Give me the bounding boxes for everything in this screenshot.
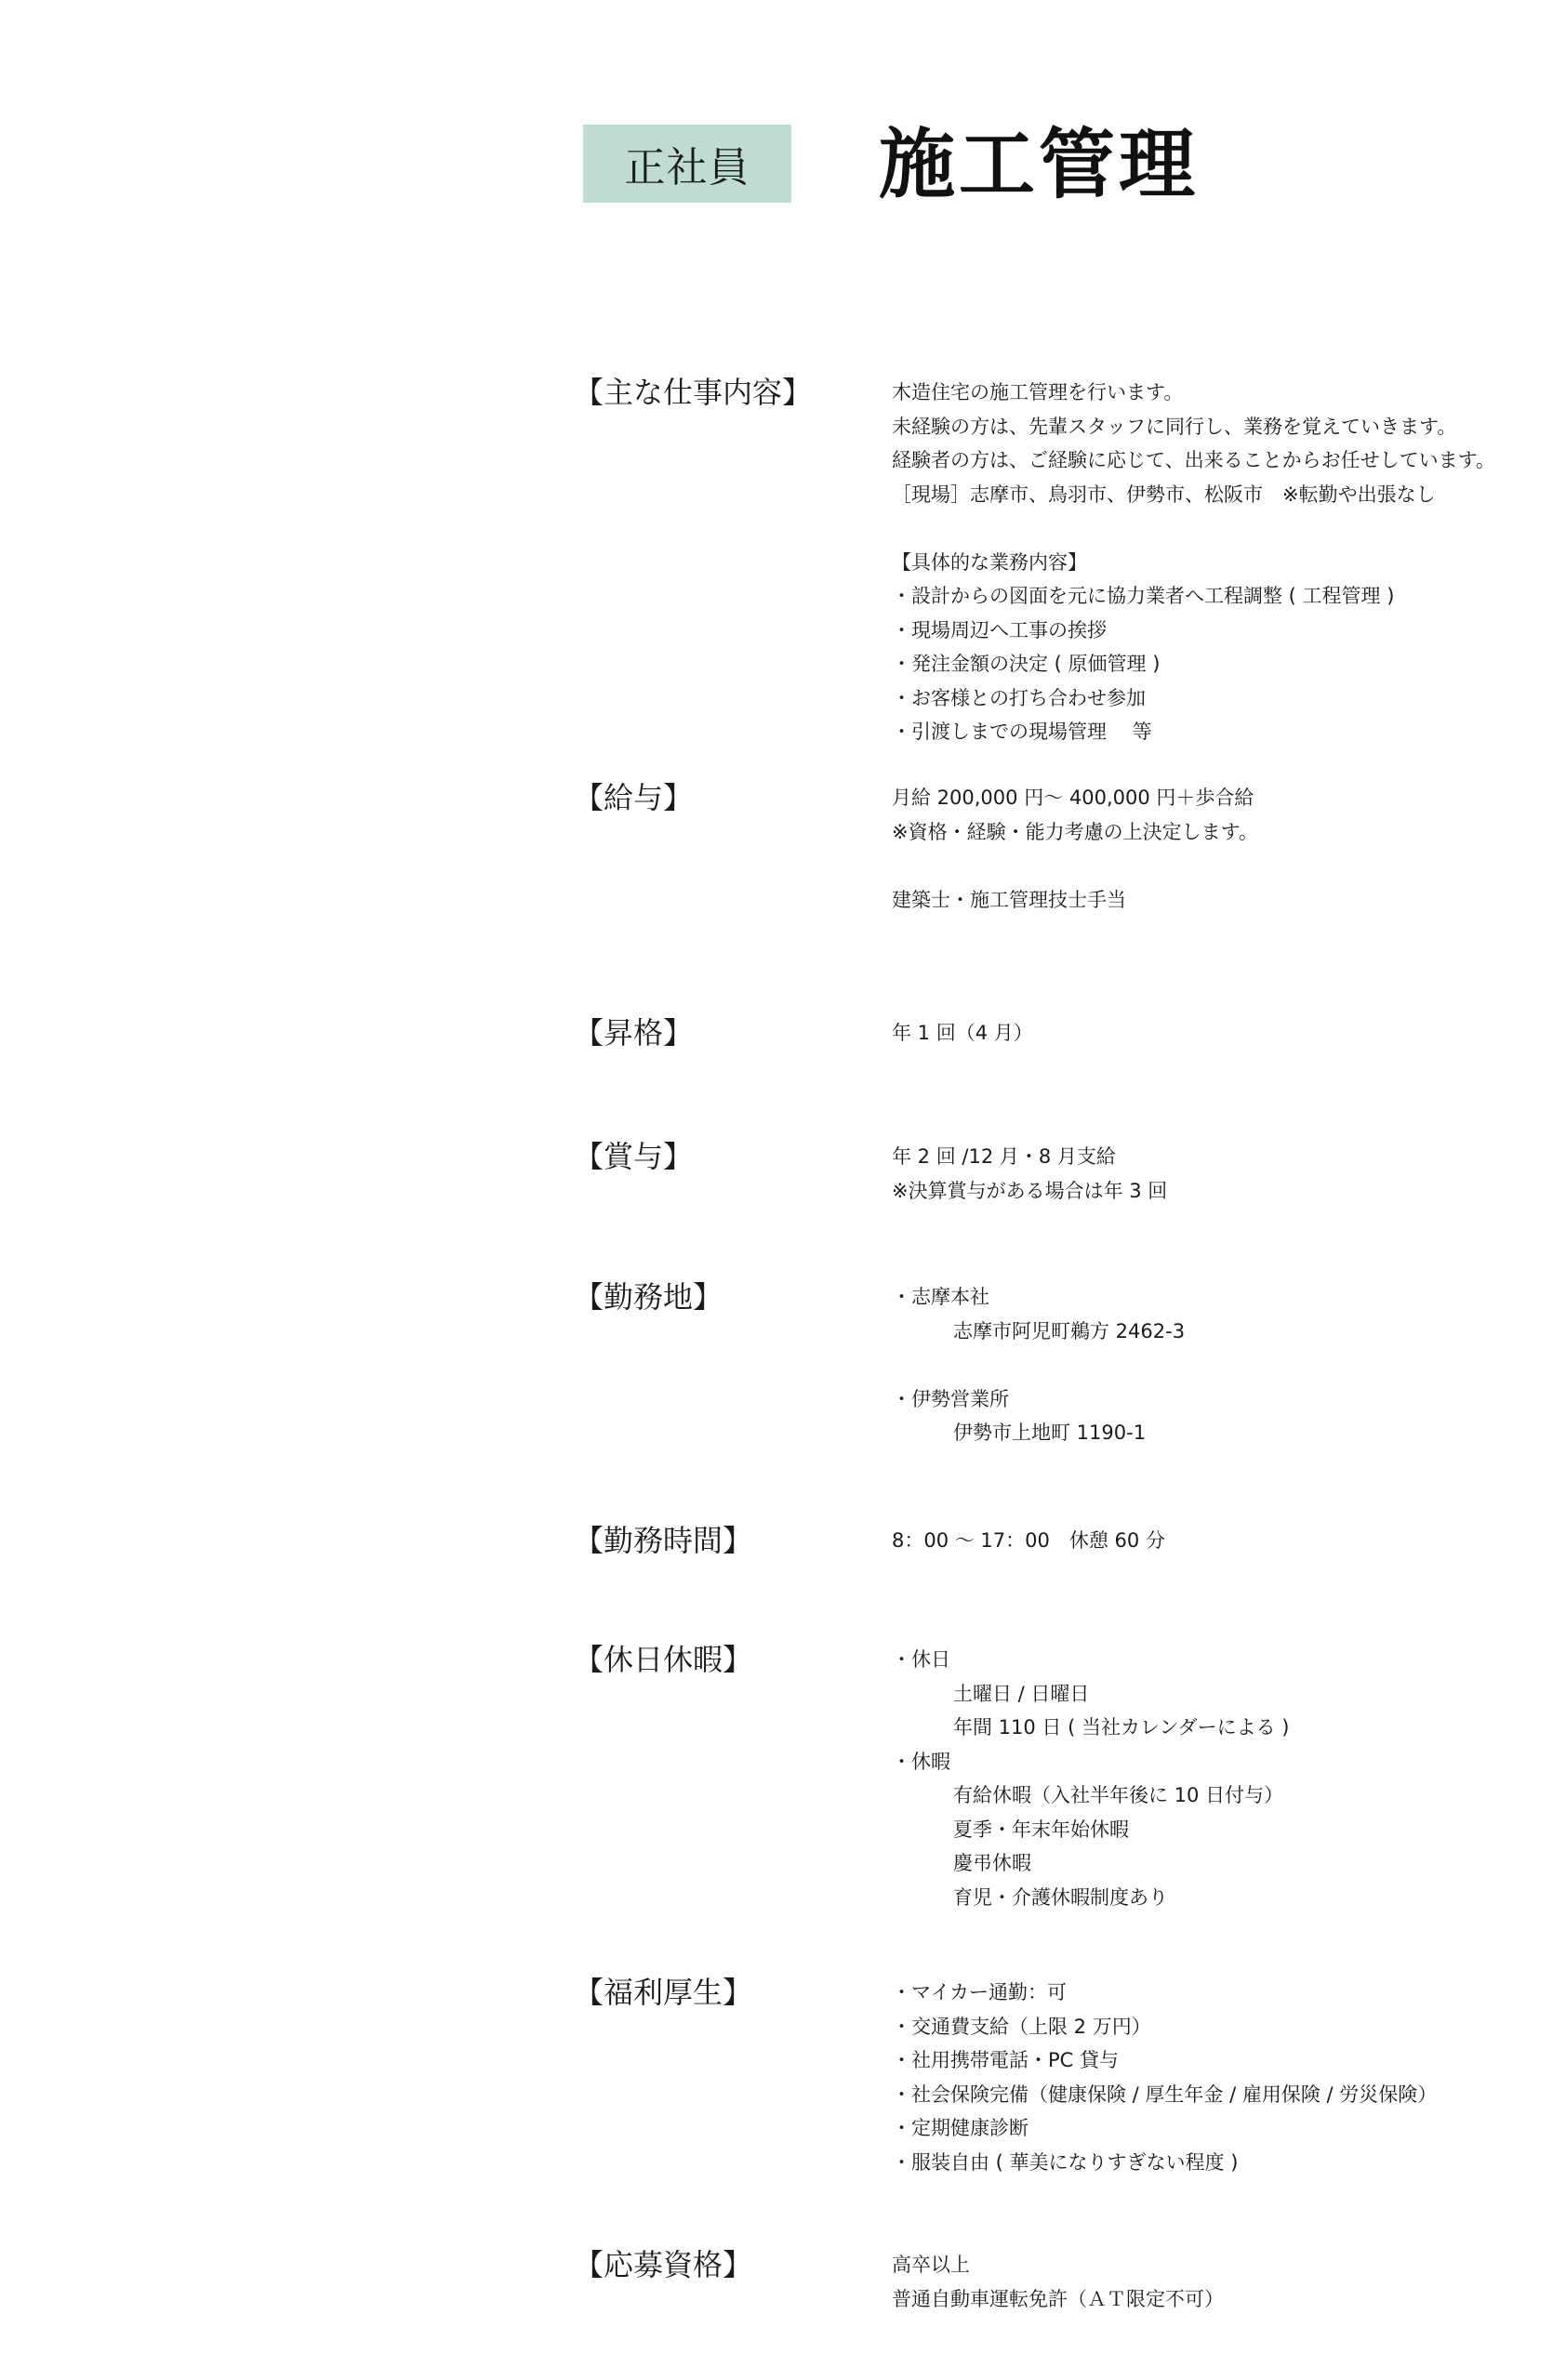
section-label: 【給与】 — [574, 780, 694, 815]
section-content — [892, 1280, 1185, 1450]
section-label: 【勤務時間】 — [574, 1523, 753, 1558]
leave-item: 慶弔休暇 — [953, 1852, 1031, 1874]
list-item: ・服装自由 ( 華美になりすぎない程度 ) — [892, 2150, 1239, 2174]
text-line: ※資格・経験・能力考慮の上決定します。 — [892, 820, 1258, 843]
list-item: ・発注金額の決定 ( 原価管理 ) — [892, 653, 1161, 675]
section-content — [892, 781, 1258, 917]
section-label: 【昇格】 — [574, 1015, 694, 1051]
blank-line — [892, 511, 1495, 546]
text-line: 経験者の方は、ご経験に応じて、出来ることからお任せしています。 — [892, 449, 1495, 471]
section-content — [892, 1524, 1165, 1558]
office-address: 伊勢市上地町 1190-1 — [953, 1421, 1147, 1444]
list-item: ・現場周辺へ工事の挨拶 — [892, 618, 1107, 641]
header — [583, 124, 791, 204]
holiday-heading: ・休日 — [892, 1648, 950, 1671]
text-line: 普通自動車運転免許（ＡＴ限定不可） — [892, 2287, 1224, 2310]
section-content — [892, 376, 1495, 749]
leave-item: 夏季・年末年始休暇 — [953, 1818, 1129, 1841]
text-line: 年 1 回（4 月） — [892, 1022, 1033, 1044]
text-line: 【具体的な業務内容】 — [892, 550, 1087, 574]
section-label: 【主な仕事内容】 — [574, 375, 813, 410]
blank-line — [892, 849, 1258, 883]
list-item: ・設計からの図面を元に協力業者へ工程調整 ( 工程管理 ) — [892, 585, 1395, 607]
list-item: ・社会保険完備（健康保険 / 厚生年金 / 雇用保険 / 労災保険） — [892, 2082, 1438, 2106]
section-label: 【福利厚生】 — [574, 1975, 753, 2010]
leave-heading: ・休暇 — [892, 1750, 950, 1773]
section-content — [892, 1643, 1289, 1914]
text-line: 年 2 回 /12 月・8 月支給 — [892, 1145, 1116, 1168]
section-content — [892, 1976, 1437, 2179]
section-label: 【賞与】 — [574, 1139, 694, 1174]
text-line: 未経験の方は、先輩スタッフに同行し、業務を覚えていきます。 — [892, 415, 1457, 438]
list-item: ・マイカー通勤：可 — [892, 1981, 1067, 2003]
section-content — [892, 1140, 1167, 1208]
employment-type-badge: 正社員 — [583, 125, 791, 203]
text-line: ※決算賞与がある場合は年 3 回 — [892, 1179, 1168, 1202]
leave-item: 育児・介護休暇制度あり — [953, 1885, 1168, 1909]
list-item: ・社用携帯電話・PC 貸与 — [892, 2049, 1120, 2071]
holiday-item: 土曜日 / 日曜日 — [953, 1682, 1090, 1705]
section-label: 【応募資格】 — [574, 2247, 753, 2282]
section-content — [892, 2248, 1224, 2316]
office-address: 志摩市阿児町鵜方 2462-3 — [953, 1319, 1186, 1342]
office-name: ・志摩本社 — [892, 1286, 989, 1308]
text-line: 月給 200,000 円～ 400,000 円＋歩合給 — [892, 787, 1254, 809]
blank-line — [892, 1348, 1185, 1382]
list-item: ・引渡しまでの現場管理 等 — [892, 721, 1152, 743]
section-label: 【勤務地】 — [574, 1279, 723, 1315]
list-item: ・交通費支給（上限 2 万円） — [892, 2015, 1151, 2038]
section-label: 【休日休暇】 — [574, 1642, 753, 1677]
office-name: ・伊勢営業所 — [892, 1387, 1009, 1410]
list-item: ・定期健康診断 — [892, 2117, 1029, 2139]
text-line: ［現場］志摩市、鳥羽市、伊勢市、松阪市 ※転勤や出張なし — [892, 483, 1436, 506]
text-line: 8：00 ～ 17：00 休憩 60 分 — [892, 1529, 1165, 1552]
leave-item: 有給休暇（入社半年後に 10 日付与） — [953, 1784, 1284, 1806]
list-item: ・お客様との打ち合わせ参加 — [892, 686, 1146, 709]
holiday-item: 年間 110 日 ( 当社カレンダーによる ) — [953, 1716, 1290, 1739]
text-line: 建築士・施工管理技士手当 — [892, 888, 1126, 911]
section-content — [892, 1016, 1033, 1051]
text-line: 高卒以上 — [892, 2254, 970, 2276]
job-title: 施工管理 — [879, 121, 1200, 209]
text-line: 木造住宅の施工管理を行います。 — [892, 381, 1184, 403]
